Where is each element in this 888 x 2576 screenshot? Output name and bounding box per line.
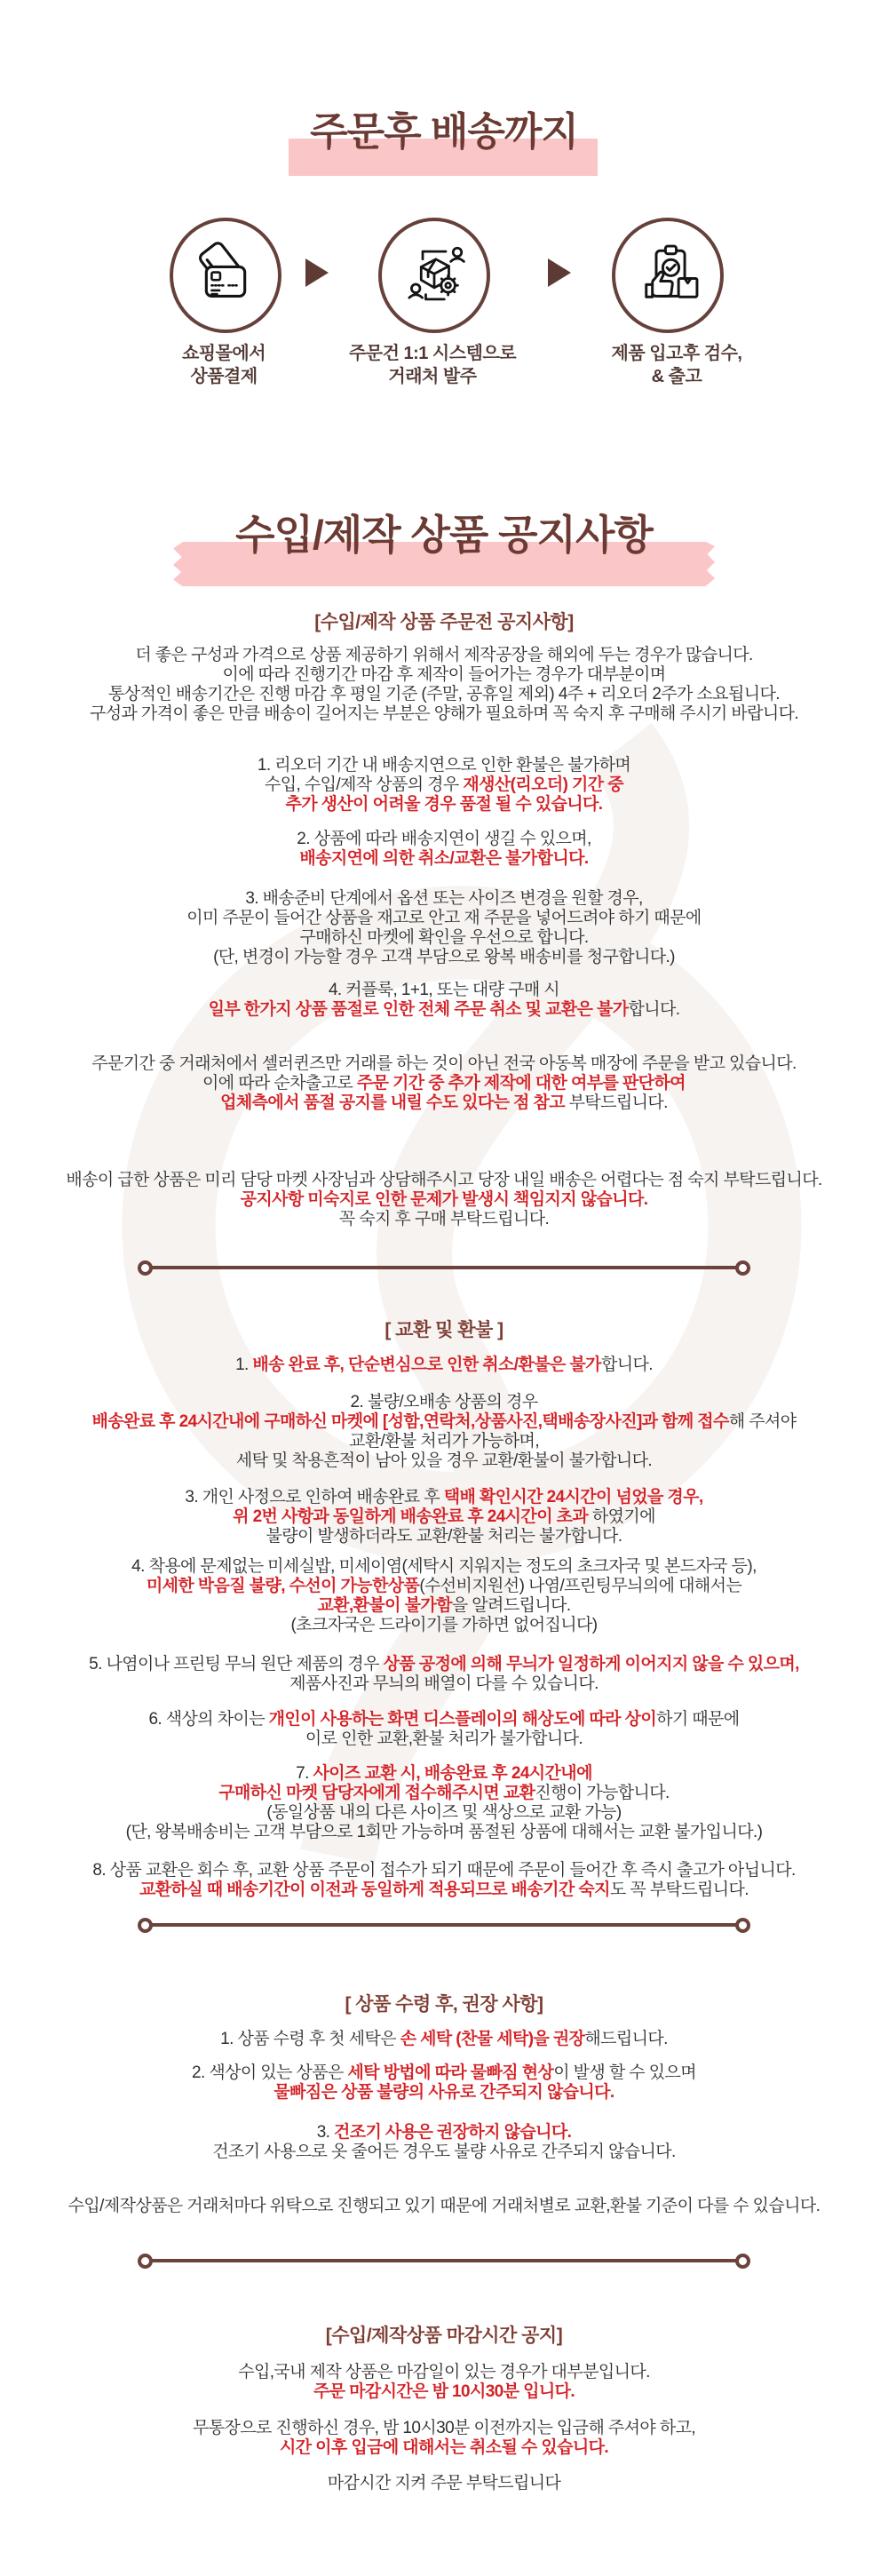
notice-text-emphasis: 위 2번 사항과 동일하게 배송완료 후 24시간이 초과 bbox=[233, 1507, 589, 1526]
notice-text: 통상적인 배송기간은 진행 마감 후 평일 기준 (주말, 공휴일 제외) 4주 + 리오더 2주가 소요됩니다. bbox=[108, 685, 780, 704]
notice-line bbox=[0, 756, 888, 775]
notice-block-exchange-refund-3 bbox=[0, 1488, 888, 1546]
notice-line bbox=[0, 1674, 888, 1694]
notice-line bbox=[0, 1171, 888, 1190]
notice-text: 하기 때문에 bbox=[656, 1710, 740, 1729]
notice-text: 해드립니다. bbox=[584, 2030, 668, 2048]
section-divider bbox=[138, 2254, 750, 2269]
inspection-icon bbox=[633, 241, 702, 310]
notice-text: 도 꼭 부탁드립니다. bbox=[609, 1880, 749, 1899]
notice-text: 3. 개인 사정으로 인하여 배송완료 후 bbox=[185, 1488, 444, 1507]
section-header-after-receipt: [ 상품 수령 후, 권장 사항] bbox=[345, 1994, 543, 2015]
notice-text-emphasis: 일부 한가지 상품 품절로 인한 전체 주문 취소 및 교환은 불가 bbox=[208, 1000, 629, 1019]
notice-line bbox=[0, 1356, 888, 1375]
notice-banner-title: 수입/제작 상품 공지사항 bbox=[235, 512, 653, 558]
notice-line bbox=[0, 1527, 888, 1546]
notice-text: 진행이 가능합니다. bbox=[535, 1784, 670, 1802]
notice-text: 이에 따라 진행기간 마감 후 제작이 들어가는 경우가 대부분이며 bbox=[222, 665, 666, 684]
notice-line bbox=[0, 1729, 888, 1749]
notice-block-deadline-notice-1 bbox=[0, 2363, 888, 2402]
notice-line bbox=[0, 830, 888, 849]
notice-line bbox=[0, 1880, 888, 1900]
notice-text: (수선비지원선) 나염/프린팅무늬의에 대해서는 bbox=[419, 1577, 742, 1595]
notice-text: (단, 변경이 가능할 경우 고객 부담으로 왕복 배송비를 청구합니다.) bbox=[213, 948, 675, 966]
section-divider bbox=[138, 1918, 750, 1933]
notice-line bbox=[0, 1210, 888, 1229]
page-title: 주문후 배송까지 bbox=[310, 110, 578, 154]
hero-title-wrap bbox=[0, 99, 888, 156]
step-circle-inspection bbox=[612, 218, 724, 333]
notice-line bbox=[0, 1054, 888, 1074]
notice-line bbox=[0, 1190, 888, 1210]
notice-text-emphasis: 배송 완료 후, 단순변심으로 인한 취소/환불은 불가 bbox=[252, 1356, 601, 1374]
notice-text: 부탁드립니다. bbox=[564, 1093, 668, 1112]
notice-text: (초크자국은 드라이기를 가하면 없어집니다) bbox=[290, 1616, 598, 1634]
notice-block-pre-order-notice-3 bbox=[0, 830, 888, 869]
notice-text: 6. 색상의 차이는 bbox=[148, 1710, 269, 1729]
notice-text-emphasis: 주문 마감시간은 밤 10시30분 입니다. bbox=[313, 2382, 575, 2401]
notice-text-emphasis: 개인이 사용하는 화면 디스플레이의 해상도에 따라 상이 bbox=[268, 1710, 657, 1729]
notice-text-emphasis: 시간 이후 입금에 대해서는 취소될 수 있습니다. bbox=[279, 2438, 609, 2457]
notice-block-exchange-refund-8 bbox=[0, 1861, 888, 1900]
notice-block-after-receipt-2 bbox=[0, 2063, 888, 2103]
notice-line bbox=[0, 2123, 888, 2143]
notice-text: 3. 배송준비 단계에서 옵션 또는 사이즈 변경을 원할 경우, bbox=[245, 889, 643, 908]
notice-line bbox=[0, 1000, 888, 1020]
section-header-deadline-notice: [수입/제작상품 마감시간 공지] bbox=[325, 2326, 563, 2346]
notice-line bbox=[0, 849, 888, 869]
arrow-right-icon bbox=[548, 258, 571, 287]
notice-text: 마감시간 지켜 주문 부탁드립니다 bbox=[327, 2474, 561, 2493]
notice-line bbox=[0, 1432, 888, 1451]
background-watermark bbox=[0, 693, 888, 1936]
notice-text-emphasis: 배송완료 후 24시간내에 구매하신 마켓에 [성함,연락처,상품사진,택배송장사진]과 함께 접수 bbox=[91, 1412, 729, 1431]
notice-block-exchange-refund-5 bbox=[0, 1655, 888, 1694]
notice-text: 4. 커플룩, 1+1, 또는 대량 구매 시 bbox=[328, 981, 560, 999]
step-label-payment: 쇼핑몰에서 상품결제 bbox=[181, 344, 266, 386]
notice-text: 2. 색상이 있는 상품은 bbox=[192, 2063, 348, 2082]
notice-line bbox=[0, 2063, 888, 2083]
notice-block-pre-order-notice-4 bbox=[0, 889, 888, 967]
notice-text: (동일상품 내의 다른 사이즈 및 색상으로 교환 가능) bbox=[266, 1803, 622, 1822]
notice-text: (단, 왕복배송비는 고객 부담으로 1회만 가능하며 품절된 상품에 대해서는 교환 불가입니다.) bbox=[125, 1823, 763, 1841]
notice-text: 7. bbox=[296, 1764, 313, 1783]
notice-line bbox=[0, 1093, 888, 1113]
notice-text: 구성과 가격이 좋은 만큼 배송이 길어지는 부분은 양해가 필요하며 꼭 숙지 후 구매해 주시기 바랍니다. bbox=[89, 704, 799, 723]
divider-ring-icon bbox=[735, 2254, 750, 2269]
notice-line bbox=[0, 1861, 888, 1880]
notice-line bbox=[0, 2363, 888, 2382]
notice-line bbox=[0, 1507, 888, 1527]
section-header-exchange-refund: [ 교환 및 환불 ] bbox=[385, 1320, 503, 1340]
notice-block-deadline-notice-3 bbox=[0, 2474, 888, 2493]
notice-line bbox=[0, 646, 888, 665]
divider-ring-icon bbox=[138, 1918, 153, 1933]
notice-text: 1. 상품 수령 후 첫 세탁은 bbox=[220, 2030, 400, 2048]
notice-text-emphasis: 상품 공정에 의해 무늬가 일정하게 이어지지 않을 수 있으며, bbox=[383, 1655, 799, 1674]
step-label-order-system: 주문건 1:1 시스템으로 거래처 발주 bbox=[348, 344, 517, 386]
notice-line bbox=[0, 1412, 888, 1432]
notice-text: 1. 리오더 기간 내 배송지연으로 인한 환불은 불가하며 bbox=[257, 756, 631, 775]
notice-text: 4. 착용에 문제없는 미세실밥, 미세이염(세탁시 지워지는 정도의 초크자국 및 본드자국 등), bbox=[131, 1557, 757, 1576]
notice-text: 2. 불량/오배송 상품의 경우 bbox=[350, 1393, 538, 1411]
notice-text-emphasis: 배송지연에 의한 취소/교환은 불가합니다. bbox=[299, 849, 589, 868]
step-label-inspection: 제품 입고후 검수, & 출고 bbox=[611, 344, 742, 386]
notice-line bbox=[0, 775, 888, 795]
notice-block-after-receipt-4 bbox=[0, 2197, 888, 2216]
notice-text-emphasis: 구매하신 마켓 담당자에게 접수해주시면 교환 bbox=[218, 1784, 535, 1802]
notice-text: 해 주셔야 bbox=[728, 1412, 797, 1431]
notice-block-pre-order-notice-2 bbox=[0, 756, 888, 815]
arrow-right-icon bbox=[305, 258, 329, 287]
notice-line bbox=[0, 1616, 888, 1635]
notice-line bbox=[0, 1710, 888, 1729]
notice-text-emphasis: 택배 확인시간 24시간이 넘었을 경우, bbox=[443, 1488, 703, 1507]
step-circle-order-system bbox=[378, 218, 490, 333]
section-divider bbox=[138, 1260, 750, 1276]
notice-text: 1. bbox=[235, 1356, 253, 1374]
notice-text: 을 알려드립니다. bbox=[451, 1596, 571, 1615]
notice-line bbox=[0, 2143, 888, 2162]
notice-text-emphasis: 사이즈 교환 시, 배송완료 후 24시간내에 bbox=[313, 1764, 592, 1783]
notice-text-emphasis: 물빠짐은 상품 불량의 사유로 간주되지 않습니다. bbox=[274, 2083, 614, 2102]
notice-text: 주문기간 중 거래처에서 셀러퀸즈만 거래를 하는 것이 아닌 전국 아동복 매장에 주문을 받고 있습니다. bbox=[91, 1054, 797, 1073]
notice-text: 수입,국내 제작 상품은 마감일이 있는 경우가 대부분입니다. bbox=[238, 2363, 650, 2381]
notice-text: 배송이 급한 상품은 미리 담당 마켓 사장님과 상담해주시고 당장 내일 배송은 어렵다는 점 숙지 부탁드립니다. bbox=[66, 1171, 822, 1189]
notice-text: 수입/제작상품은 거래처마다 위탁으로 진행되고 있기 때문에 거래처별로 교환,환불 기준이 다를 수 있습니다. bbox=[67, 2197, 821, 2215]
notice-block-pre-order-notice-7 bbox=[0, 1171, 888, 1229]
notice-text-emphasis: 손 세탁 (찬물 세탁)을 권장 bbox=[400, 2030, 585, 2048]
notice-line bbox=[0, 1803, 888, 1823]
notice-line bbox=[0, 1655, 888, 1674]
notice-text: 교환/환불 처리가 가능하며, bbox=[348, 1432, 539, 1451]
notice-block-deadline-notice-2 bbox=[0, 2419, 888, 2458]
divider-line bbox=[149, 2259, 739, 2262]
notice-block-pre-order-notice-5 bbox=[0, 981, 888, 1020]
notice-text: 2. 상품에 따라 배송지연이 생길 수 있으며, bbox=[297, 830, 591, 848]
divider-ring-icon bbox=[735, 1918, 750, 1933]
notice-text-emphasis: 공지사항 미숙지로 인한 문제가 발생시 책임지지 않습니다. bbox=[240, 1190, 648, 1209]
notice-block-after-receipt-3 bbox=[0, 2123, 888, 2162]
notice-line bbox=[0, 665, 888, 685]
notice-line bbox=[0, 1451, 888, 1471]
notice-text: 이에 따라 순차출고로 bbox=[202, 1074, 357, 1093]
notice-text: 합니다. bbox=[600, 1356, 653, 1374]
notice-line bbox=[0, 2382, 888, 2402]
notice-text-emphasis: 교환하실 때 배송기간이 이전과 동일하게 적용되므로 배송기간 숙지 bbox=[139, 1880, 610, 1899]
notice-line bbox=[0, 704, 888, 724]
credit-card-icon bbox=[191, 241, 260, 310]
notice-line bbox=[0, 1074, 888, 1093]
notice-line bbox=[0, 928, 888, 948]
notice-text-emphasis: 재생산(리오더) 기간 중 bbox=[463, 775, 623, 794]
notice-line bbox=[0, 795, 888, 815]
divider-line bbox=[149, 1266, 739, 1269]
notice-block-pre-order-notice-6 bbox=[0, 1054, 888, 1113]
notice-text: 하였기에 bbox=[588, 1507, 655, 1526]
notice-line bbox=[0, 1596, 888, 1616]
notice-text: 이미 주문이 들어간 상품을 재고로 안고 재 주문을 넣어드려야 하기 때문에 bbox=[186, 909, 702, 927]
divider-ring-icon bbox=[735, 1260, 750, 1276]
notice-text-emphasis: 미세한 박음질 불량, 수선이 가능한상품 bbox=[146, 1577, 420, 1595]
notice-text: 제품사진과 무늬의 배열이 다를 수 있습니다. bbox=[289, 1674, 599, 1693]
notice-text-emphasis: 교환,환불이 불가함 bbox=[317, 1596, 452, 1615]
notice-text-emphasis: 주문 기간 중 추가 제작에 대한 여부를 판단하여 bbox=[356, 1074, 686, 1093]
notice-line bbox=[0, 2197, 888, 2216]
notice-line bbox=[0, 2474, 888, 2493]
notice-block-exchange-refund-2 bbox=[0, 1393, 888, 1471]
notice-text: 3. bbox=[316, 2123, 335, 2142]
notice-line bbox=[0, 1557, 888, 1577]
notice-text: 세탁 및 착용흔적이 남아 있을 경우 교환/환불이 불가합니다. bbox=[235, 1451, 653, 1470]
notice-line bbox=[0, 1577, 888, 1596]
notice-block-exchange-refund-6 bbox=[0, 1710, 888, 1749]
notice-text-emphasis: 건조기 사용은 권장하지 않습니다. bbox=[334, 2123, 572, 2142]
notice-text: 불량이 발생하더라도 교환/환불 처리는 불가합니다. bbox=[266, 1527, 622, 1546]
divider-ring-icon bbox=[138, 2254, 153, 2269]
notice-text-emphasis: 세탁 방법에 따라 물빠짐 현상 bbox=[347, 2063, 554, 2082]
notice-line bbox=[0, 2438, 888, 2458]
notice-line bbox=[0, 2083, 888, 2103]
notice-line bbox=[0, 889, 888, 909]
notice-text: 5. 나염이나 프린팅 무늬 원단 제품의 경우 bbox=[89, 1655, 384, 1674]
section-header-pre-order-notice: [수입/제작 상품 주문전 공지사항] bbox=[314, 612, 574, 632]
notice-text-emphasis: 추가 생산이 어려울 경우 품절 될 수 있습니다. bbox=[285, 795, 603, 814]
notice-line bbox=[0, 2419, 888, 2438]
notice-text: 더 좋은 구성과 가격으로 상품 제공하기 위해서 제작공장을 해외에 두는 경우가 많습니다. bbox=[135, 646, 753, 664]
notice-block-after-receipt-1 bbox=[0, 2030, 888, 2049]
order-process-steps bbox=[0, 218, 888, 395]
notice-text: 이 발생 할 수 있으며 bbox=[553, 2063, 696, 2082]
notice-line bbox=[0, 1488, 888, 1507]
divider-ring-icon bbox=[138, 1260, 153, 1276]
notice-text: 8. 상품 교환은 회수 후, 교환 상품 주문이 접수가 되기 때문에 주문이 들어간 후 즉시 출고가 아닙니다. bbox=[92, 1861, 796, 1880]
notice-line bbox=[0, 2030, 888, 2049]
notice-line bbox=[0, 1784, 888, 1803]
notice-text-emphasis: 업체측에서 품절 공지를 내릴 수도 있다는 점 참고 bbox=[220, 1093, 565, 1112]
notice-block-exchange-refund-1 bbox=[0, 1356, 888, 1375]
notice-text: 이로 인한 교환,환불 처리가 불가합니다. bbox=[305, 1729, 583, 1748]
notice-text: 합니다. bbox=[628, 1000, 680, 1019]
order-system-icon bbox=[400, 241, 469, 310]
notice-block-pre-order-notice-1 bbox=[0, 646, 888, 724]
notice-text: 무통장으로 진행하신 경우, 밤 10시30분 이전까지는 입금해 주셔야 하고, bbox=[192, 2419, 695, 2437]
notice-text: 건조기 사용으로 옷 줄어든 경우도 불량 사유로 간주되지 않습니다. bbox=[212, 2143, 676, 2161]
notice-line bbox=[0, 909, 888, 928]
notice-text: 구매하신 마켓에 확인을 우선으로 합니다. bbox=[299, 928, 589, 947]
notice-line bbox=[0, 685, 888, 704]
notice-line bbox=[0, 948, 888, 967]
divider-line bbox=[149, 1923, 739, 1927]
notice-line bbox=[0, 1823, 888, 1842]
notice-block-exchange-refund-4 bbox=[0, 1557, 888, 1635]
notice-text: 수입, 수입/제작 상품의 경우 bbox=[265, 775, 464, 794]
notice-line bbox=[0, 981, 888, 1000]
notice-block-exchange-refund-7 bbox=[0, 1764, 888, 1842]
banner-title-wrap bbox=[0, 503, 888, 561]
step-circle-payment bbox=[170, 218, 281, 333]
notice-line bbox=[0, 1393, 888, 1412]
notice-line bbox=[0, 1764, 888, 1784]
notice-text: 꼭 숙지 후 구매 부탁드립니다. bbox=[338, 1210, 550, 1228]
